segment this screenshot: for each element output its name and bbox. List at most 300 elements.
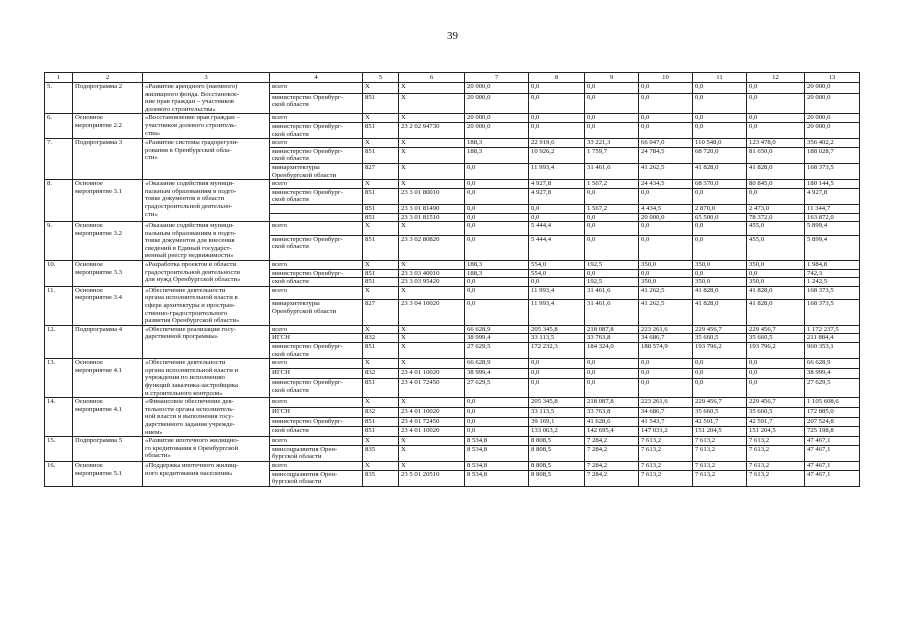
value-cell: 41 828,0	[693, 300, 747, 325]
value-cell: 832	[363, 407, 399, 417]
value-cell: 0,0	[529, 213, 585, 222]
value-cell: 0,0	[639, 83, 693, 94]
value-cell: 0,0	[465, 398, 529, 408]
value-cell: 0,0	[639, 93, 693, 114]
value-cell: 184 324,0	[585, 343, 639, 359]
value-cell: 47 467,1	[805, 437, 860, 446]
program-name: Основное мероприятие 4.1	[73, 359, 143, 398]
value-cell: 8 808,5	[529, 470, 585, 486]
value-cell: 350,0	[693, 278, 747, 287]
table-row	[45, 359, 860, 369]
value-cell: 42 591,7	[693, 417, 747, 427]
value-cell: 1 172 237,5	[805, 325, 860, 334]
executor-cell: всего	[270, 286, 363, 300]
value-cell: 0,0	[529, 369, 585, 379]
value-cell: 0,0	[585, 359, 639, 369]
col-header: 6	[399, 73, 465, 83]
executor-cell: минсоцразвития Орен- бургской области	[270, 445, 363, 461]
value-cell: 180 144,5	[805, 180, 860, 189]
value-cell: 0,0	[529, 359, 585, 369]
value-cell: 0,0	[585, 188, 639, 204]
value-cell: 20 000,0	[465, 93, 529, 114]
table-row	[45, 180, 860, 189]
executor-cell: ской области	[270, 278, 363, 287]
value-cell: 41 828,0	[693, 286, 747, 300]
executor-cell: минархитектуры Оренбургской области	[270, 163, 363, 179]
executor-cell: всего	[270, 437, 363, 446]
value-cell: 1 984,8	[805, 261, 860, 270]
value-cell: X	[363, 261, 399, 270]
value-cell: 8 534,8	[465, 470, 529, 486]
value-cell: 0,0	[747, 114, 805, 123]
value-cell: 742,3	[805, 269, 860, 278]
value-cell: 8 534,8	[465, 445, 529, 461]
value-cell: 0,0	[693, 369, 747, 379]
value-cell: 1 567,2	[585, 180, 639, 189]
value-cell: 193 796,2	[747, 343, 805, 359]
program-description: «Развитие ипотечного жилищно- го кредитования в Оренбургской области»	[143, 437, 270, 462]
program-name: Основное мероприятие 3.3	[73, 261, 143, 287]
value-cell: 0,0	[465, 188, 529, 204]
value-cell: 851	[363, 204, 399, 213]
value-cell: 147 031,2	[639, 427, 693, 437]
value-cell: 229 456,7	[747, 398, 805, 408]
value-cell: 41 828,0	[747, 300, 805, 325]
value-cell: 0,0	[693, 122, 747, 138]
col-header: 13	[805, 73, 860, 83]
value-cell: 188 028,7	[805, 147, 860, 163]
executor-cell: министерство Оренбург- ской области	[270, 93, 363, 114]
value-cell: 192,5	[585, 261, 639, 270]
value-cell: 223 261,6	[639, 325, 693, 334]
value-cell: 0,0	[747, 359, 805, 369]
executor-cell: ИГСН	[270, 369, 363, 379]
value-cell: X	[399, 163, 465, 179]
program-name: Основное мероприятие 3.4	[73, 286, 143, 325]
executor-cell: ской области	[270, 427, 363, 437]
value-cell: 0,0	[693, 222, 747, 236]
value-cell: 0,0	[639, 379, 693, 398]
value-cell: 20 000,0	[805, 122, 860, 138]
value-cell: 23 3 03 95420	[399, 278, 465, 287]
value-cell: 0,0	[747, 93, 805, 114]
program-description: «Обеспечение деятельности органа исполнительной власти и учреждения по исполнению функций заказчика-застройщика и строительного контроля»	[143, 359, 270, 398]
value-cell: 188,3	[465, 269, 529, 278]
row-number: 8.	[45, 180, 73, 222]
value-cell: 0,0	[465, 163, 529, 179]
value-cell: 827	[363, 163, 399, 179]
value-cell: 0,0	[585, 235, 639, 260]
value-cell: 188,3	[465, 147, 529, 163]
value-cell: 205 345,8	[529, 325, 585, 334]
value-cell: 1 242,5	[805, 278, 860, 287]
row-number: 7.	[45, 139, 73, 180]
value-cell: 20 000,0	[805, 83, 860, 94]
value-cell: 31 461,6	[585, 286, 639, 300]
value-cell: 47 467,1	[805, 445, 860, 461]
executor-cell: министерство Оренбург- ской области	[270, 343, 363, 359]
col-header: 9	[585, 73, 639, 83]
value-cell: 41 262,5	[639, 163, 693, 179]
program-name: Подпрограмма 4	[73, 325, 143, 358]
value-cell: 1 759,7	[585, 147, 639, 163]
value-cell: 66 628,9	[465, 325, 529, 334]
value-cell: 35 660,5	[693, 334, 747, 343]
value-cell: 4 927,8	[805, 188, 860, 204]
value-cell: 8 808,5	[529, 445, 585, 461]
program-name: Подпрограмма 5	[73, 437, 143, 462]
value-cell: 41 828,0	[747, 163, 805, 179]
value-cell: 20 000,0	[465, 83, 529, 94]
program-description: «Финансовое обеспечение дея- тельности органа исполнитель- ной власти и выполнения госу- дарственного задания учрежде- нием»	[143, 398, 270, 437]
row-number: 9.	[45, 222, 73, 261]
executor-cell: всего	[270, 222, 363, 236]
col-header: 8	[529, 73, 585, 83]
value-cell: X	[399, 334, 465, 343]
value-cell: 11 993,4	[529, 163, 585, 179]
value-cell: 168 373,5	[805, 286, 860, 300]
value-cell: 23 5 01 20510	[399, 470, 465, 486]
value-cell: 5 899,4	[805, 222, 860, 236]
value-cell: 68 720,0	[693, 147, 747, 163]
value-cell: 38 999,4	[465, 334, 529, 343]
value-cell: 23 4 01 72450	[399, 379, 465, 398]
value-cell: X	[399, 437, 465, 446]
value-cell: 66 047,0	[639, 139, 693, 148]
value-cell: 218 087,8	[585, 325, 639, 334]
value-cell: 168 373,5	[805, 163, 860, 179]
executor-cell	[270, 204, 363, 213]
value-cell: 4 927,8	[529, 188, 585, 204]
value-cell: 41 262,5	[639, 286, 693, 300]
row-number: 16.	[45, 461, 73, 486]
value-cell: 350,0	[693, 261, 747, 270]
table-row	[45, 437, 860, 446]
program-description: «Обеспечение реализации госу- дарственной программы»	[143, 325, 270, 358]
table-row	[45, 261, 860, 270]
value-cell: 8 808,5	[529, 437, 585, 446]
value-cell: 554,0	[529, 261, 585, 270]
value-cell: 168 373,5	[805, 300, 860, 325]
value-cell: 0,0	[693, 188, 747, 204]
value-cell: 7 613,2	[747, 437, 805, 446]
value-cell: 7 613,2	[639, 445, 693, 461]
executor-cell: всего	[270, 261, 363, 270]
value-cell: 38 999,4	[805, 369, 860, 379]
value-cell: X	[399, 83, 465, 94]
value-cell: 0,0	[585, 222, 639, 236]
value-cell: 832	[363, 334, 399, 343]
value-cell: X	[363, 437, 399, 446]
col-header: 3	[143, 73, 270, 83]
value-cell: X	[363, 286, 399, 300]
value-cell: 554,0	[529, 269, 585, 278]
value-cell: 66 628,9	[465, 359, 529, 369]
value-cell: 455,0	[747, 222, 805, 236]
value-cell: 0,0	[465, 235, 529, 260]
value-cell: 31 461,6	[585, 300, 639, 325]
value-cell: 27 629,5	[465, 379, 529, 398]
value-cell: 0,0	[465, 286, 529, 300]
value-cell: 27 629,5	[805, 379, 860, 398]
executor-cell: ИГСН	[270, 407, 363, 417]
row-number: 12.	[45, 325, 73, 358]
program-description: «Оказание содействия муници- пальным образованиям в подго- товке документов для внесения сведений в Единый государст- венный реестр недвижимости»	[143, 222, 270, 261]
value-cell: 0,0	[639, 222, 693, 236]
value-cell: 851	[363, 269, 399, 278]
value-cell: 835	[363, 445, 399, 461]
row-number: 5.	[45, 83, 73, 114]
value-cell: 0,0	[747, 83, 805, 94]
value-cell: X	[363, 398, 399, 408]
value-cell: 7 613,2	[693, 470, 747, 486]
value-cell: 0,0	[465, 222, 529, 236]
executor-cell	[270, 213, 363, 222]
value-cell: 229 456,7	[747, 325, 805, 334]
value-cell: 0,0	[639, 359, 693, 369]
value-cell: 851	[363, 122, 399, 138]
value-cell: 7 613,2	[693, 445, 747, 461]
value-cell: 7 613,2	[639, 437, 693, 446]
value-cell: 851	[363, 417, 399, 427]
value-cell: X	[363, 461, 399, 470]
value-cell: 23 3 02 80820	[399, 235, 465, 260]
executor-cell: минсоцразвития Орен- бургской области	[270, 470, 363, 486]
value-cell: 172 232,3	[529, 343, 585, 359]
value-cell: 151 204,5	[747, 427, 805, 437]
value-cell: 23 3 03 40010	[399, 269, 465, 278]
col-header: 7	[465, 73, 529, 83]
value-cell: 41 828,0	[693, 163, 747, 179]
value-cell: 151 204,5	[693, 427, 747, 437]
value-cell: 350,0	[639, 278, 693, 287]
value-cell: 835	[363, 470, 399, 486]
value-cell: 33 221,3	[585, 139, 639, 148]
value-cell: 0,0	[747, 269, 805, 278]
value-cell: 24 434,5	[639, 180, 693, 189]
executor-cell: всего	[270, 139, 363, 148]
value-cell: 7 613,2	[747, 445, 805, 461]
row-number: 13.	[45, 359, 73, 398]
program-description: «Обеспечение деятельности органа исполнительной власти в сфере архитектуры и простран- ственно-градостроительного развития Оренбургской области»	[143, 286, 270, 325]
value-cell: 39 169,1	[529, 417, 585, 427]
value-cell: 4 434,5	[639, 204, 693, 213]
col-header: 11	[693, 73, 747, 83]
value-cell: 23 2 02 94730	[399, 122, 465, 138]
col-header: 5	[363, 73, 399, 83]
value-cell: 78 372,0	[747, 213, 805, 222]
value-cell: X	[399, 222, 465, 236]
value-cell: 0,0	[639, 369, 693, 379]
col-header: 4	[270, 73, 363, 83]
value-cell: 7 284,2	[585, 470, 639, 486]
value-cell: 0,0	[747, 379, 805, 398]
value-cell: 229 456,7	[693, 398, 747, 408]
value-cell: 0,0	[465, 180, 529, 189]
program-description: «Развитие системы градорегули- рования в Оренбургской обла- сти»	[143, 139, 270, 180]
value-cell: 23 4 01 10020	[399, 427, 465, 437]
header-row	[45, 73, 860, 83]
value-cell: 0,0	[639, 235, 693, 260]
program-name: Подпрограмма 3	[73, 139, 143, 180]
value-cell: 5 444,4	[529, 222, 585, 236]
value-cell: 0,0	[585, 93, 639, 114]
value-cell: 80 845,0	[747, 180, 805, 189]
value-cell: 0,0	[693, 269, 747, 278]
program-description: «Развитие арендного (наемного) жилищного фонда. Восстановле- ние прав граждан – участников долевого строительства»	[143, 83, 270, 114]
table-row	[45, 286, 860, 300]
value-cell: 20 000,0	[805, 114, 860, 123]
value-cell: 7 613,2	[693, 437, 747, 446]
value-cell: 110 548,0	[693, 139, 747, 148]
executor-cell: всего	[270, 114, 363, 123]
value-cell: 42 591,7	[747, 417, 805, 427]
value-cell: 0,0	[747, 369, 805, 379]
value-cell: 218 087,8	[585, 398, 639, 408]
value-cell: X	[399, 114, 465, 123]
value-cell: 0,0	[747, 188, 805, 204]
value-cell: 832	[363, 369, 399, 379]
value-cell: 0,0	[693, 235, 747, 260]
program-name: Основное мероприятие 2.2	[73, 114, 143, 139]
budget-table	[44, 72, 860, 487]
value-cell: 1 105 608,6	[805, 398, 860, 408]
value-cell: 47 467,1	[805, 461, 860, 470]
value-cell: 229 456,7	[693, 325, 747, 334]
executor-cell: министерство Оренбург-	[270, 417, 363, 427]
value-cell: 23 3 04 10020	[399, 300, 465, 325]
value-cell: X	[399, 139, 465, 148]
program-name: Подпрограмма 2	[73, 83, 143, 114]
value-cell: 188,3	[465, 139, 529, 148]
value-cell: 0,0	[585, 213, 639, 222]
value-cell: 0,0	[585, 83, 639, 94]
value-cell: 81 650,0	[747, 147, 805, 163]
value-cell: 38 999,4	[465, 369, 529, 379]
value-cell: 133 063,2	[529, 427, 585, 437]
value-cell: 7 613,2	[639, 470, 693, 486]
value-cell: X	[399, 398, 465, 408]
value-cell: 2 870,0	[693, 204, 747, 213]
value-cell: 8 534,8	[465, 437, 529, 446]
value-cell: 8 808,5	[529, 461, 585, 470]
value-cell: 22 919,6	[529, 139, 585, 148]
value-cell: 188,3	[465, 261, 529, 270]
value-cell: 65 500,0	[693, 213, 747, 222]
value-cell: X	[363, 325, 399, 334]
value-cell: 193 796,2	[693, 343, 747, 359]
table-row	[45, 222, 860, 236]
col-header: 12	[747, 73, 805, 83]
value-cell: 33 113,5	[529, 407, 585, 417]
value-cell: 1 567,2	[585, 204, 639, 213]
value-cell: 0,0	[465, 407, 529, 417]
value-cell: 41 543,7	[639, 417, 693, 427]
value-cell: 356 402,2	[805, 139, 860, 148]
value-cell: X	[363, 180, 399, 189]
value-cell: 0,0	[465, 427, 529, 437]
value-cell: 188 574,9	[639, 343, 693, 359]
value-cell: 851	[363, 147, 399, 163]
value-cell: 20 000,0	[465, 114, 529, 123]
executor-cell: министерство Оренбург- ской области	[270, 235, 363, 260]
value-cell: 35 660,5	[747, 407, 805, 417]
value-cell: 0,0	[465, 278, 529, 287]
value-cell: 33 763,8	[585, 334, 639, 343]
value-cell: 350,0	[639, 261, 693, 270]
value-cell: 0,0	[465, 204, 529, 213]
value-cell: 47 467,1	[805, 470, 860, 486]
value-cell: 11 344,7	[805, 204, 860, 213]
value-cell: 33 763,8	[585, 407, 639, 417]
value-cell: 851	[363, 213, 399, 222]
value-cell: 8 534,8	[465, 461, 529, 470]
executor-cell: министерство Оренбург-	[270, 269, 363, 278]
value-cell: 163 872,0	[805, 213, 860, 222]
value-cell: 7 613,2	[639, 461, 693, 470]
value-cell: 5 444,4	[529, 235, 585, 260]
executor-cell: всего	[270, 461, 363, 470]
value-cell: 0,0	[465, 213, 529, 222]
value-cell: X	[399, 261, 465, 270]
value-cell: 0,0	[585, 269, 639, 278]
value-cell: 0,0	[585, 114, 639, 123]
row-number: 15.	[45, 437, 73, 462]
value-cell: 68 370,0	[693, 180, 747, 189]
value-cell: 0,0	[585, 369, 639, 379]
value-cell: 142 695,4	[585, 427, 639, 437]
value-cell: 851	[363, 93, 399, 114]
value-cell: 23 4 01 72450	[399, 417, 465, 427]
value-cell: 7 613,2	[747, 461, 805, 470]
value-cell: 851	[363, 278, 399, 287]
value-cell: 851	[363, 379, 399, 398]
value-cell: 20 000,0	[639, 213, 693, 222]
table-row	[45, 139, 860, 148]
value-cell: X	[363, 114, 399, 123]
value-cell: X	[363, 139, 399, 148]
value-cell: 2 473,0	[747, 204, 805, 213]
value-cell: 211 884,4	[805, 334, 860, 343]
value-cell: 0,0	[693, 114, 747, 123]
value-cell: 41 262,5	[639, 300, 693, 325]
value-cell: 0,0	[693, 359, 747, 369]
value-cell: X	[399, 93, 465, 114]
table-row	[45, 114, 860, 123]
table-row	[45, 398, 860, 408]
executor-cell: министерство Оренбург- ской области	[270, 188, 363, 204]
value-cell: 7 284,2	[585, 437, 639, 446]
executor-cell: всего	[270, 398, 363, 408]
value-cell: 35 660,5	[747, 334, 805, 343]
value-cell: 827	[363, 300, 399, 325]
value-cell: 123 478,0	[747, 139, 805, 148]
executor-cell: минархитектуры Оренбургской области	[270, 300, 363, 325]
value-cell: 20 000,0	[805, 93, 860, 114]
executor-cell: всего	[270, 83, 363, 94]
value-cell: 851	[363, 427, 399, 437]
value-cell: 4 927,8	[529, 180, 585, 189]
value-cell: 41 828,0	[747, 286, 805, 300]
value-cell: X	[399, 286, 465, 300]
value-cell: 23 3 01 81490	[399, 204, 465, 213]
value-cell: 24 784,5	[639, 147, 693, 163]
value-cell: 192,5	[585, 278, 639, 287]
table-body	[45, 83, 860, 487]
value-cell: 851	[363, 188, 399, 204]
value-cell: 851	[363, 235, 399, 260]
program-description: «Разработка проектов в области градостроительной деятельности для нужд Оренбургской области»	[143, 261, 270, 287]
